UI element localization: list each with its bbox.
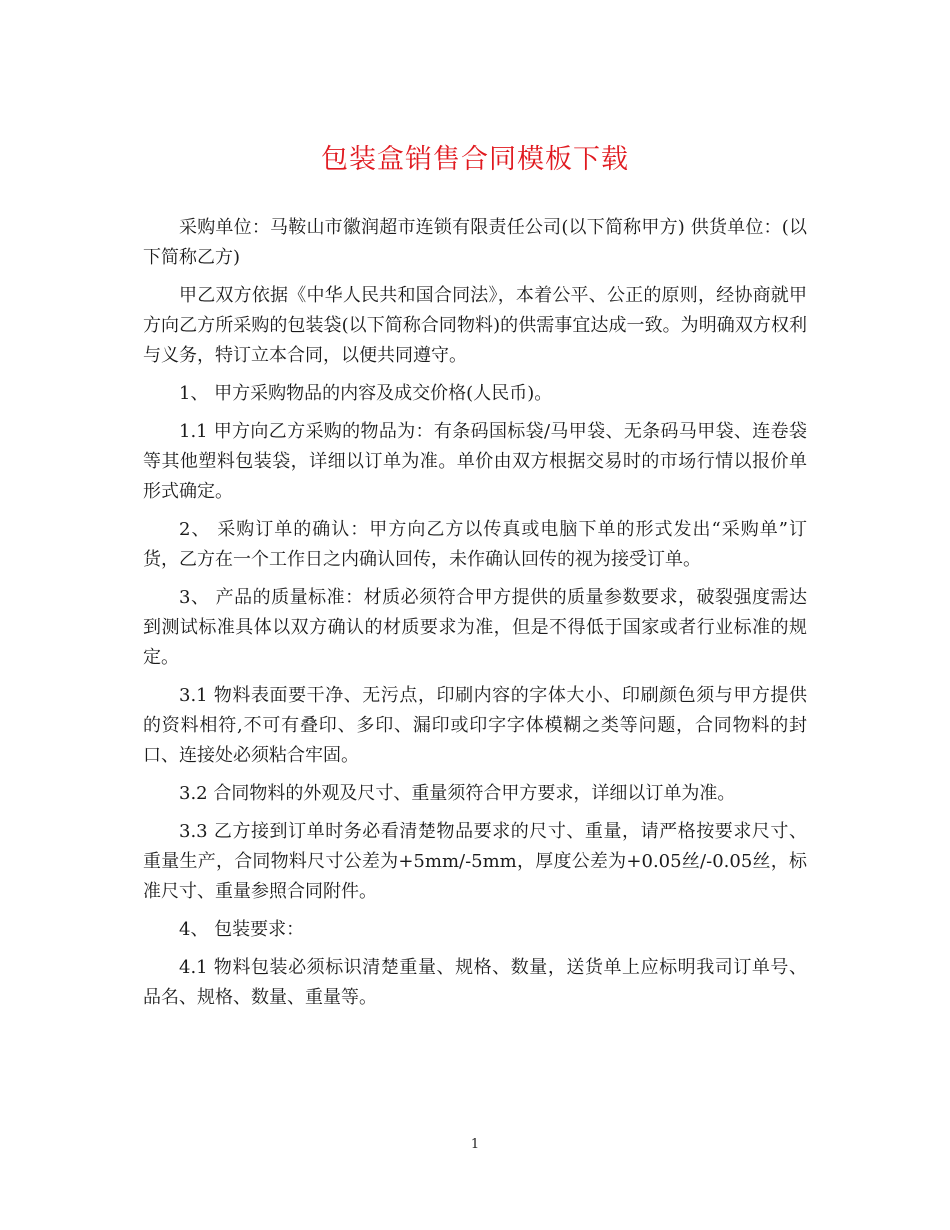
paragraph-section-3-1: 3.1 物料表面要干净、无污点，印刷内容的字体大小、印刷颜色须与甲方提供的资料相符,不可有叠印、多印、漏印或印字字体模糊之类等问题，合同物料的封口、连接处必须粘合牢固。 <box>143 685 807 766</box>
paragraph-parties: 采购单位：马鞍山市徽润超市连锁有限责任公司(以下简称甲方) 供货单位：(以下简称乙方) <box>143 217 807 268</box>
paragraph-section-3-2: 3.2 合同物料的外观及尺寸、重量须符合甲方要求，详细以订单为准。 <box>179 783 736 804</box>
paragraph-section-3-3: 3.3 乙方接到订单时务必看清楚物品要求的尺寸、重量，请严格按要求尺寸、重量生产，合同物料尺寸公差为+5mm/-5mm，厚度公差为+0.05丝/-0.05丝，标准尺寸、重量参照合同附件。 <box>143 821 807 902</box>
paragraph-section-1-1: 1.1 甲方向乙方采购的物品为：有条码国标袋/马甲袋、无条码马甲袋、连卷袋等其他塑料包装袋，详细以订单为准。单价由双方根据交易时的市场行情以报价单形式确定。 <box>143 421 807 502</box>
paragraph-section-1: 1、 甲方采购物品的内容及成交价格(人民币)。 <box>179 383 553 404</box>
paragraph-section-2: 2、 采购订单的确认：甲方向乙方以传真或电脑下单的形式发出“采购单”订货，乙方在一个工作日之内确认回传，未作确认回传的视为接受订单。 <box>143 519 807 570</box>
paragraph-section-3: 3、 产品的质量标准：材质必须符合甲方提供的质量参数要求，破裂强度需达到测试标准具体以双方确认的材质要求为准，但是不得低于国家或者行业标准的规定。 <box>143 587 807 668</box>
document-body <box>143 213 807 1021</box>
paragraph-preamble: 甲乙双方依据《中华人民共和国合同法》，本着公平、公正的原则，经协商就甲方向乙方所采购的包装袋(以下简称合同物料)的供需事宜达成一致。为明确双方权利与义务，特订立本合同，以便共同遵守。 <box>143 285 807 366</box>
page-number: 1 <box>470 1137 480 1152</box>
document-title: 包装盒销售合同模板下载 <box>321 144 629 175</box>
paragraph-section-4: 4、 包装要求： <box>179 919 305 940</box>
paragraph-section-4-1: 4.1 物料包装必须标识清楚重量、规格、数量，送货单上应标明我司订单号、品名、规格、数量、重量等。 <box>143 957 807 1008</box>
